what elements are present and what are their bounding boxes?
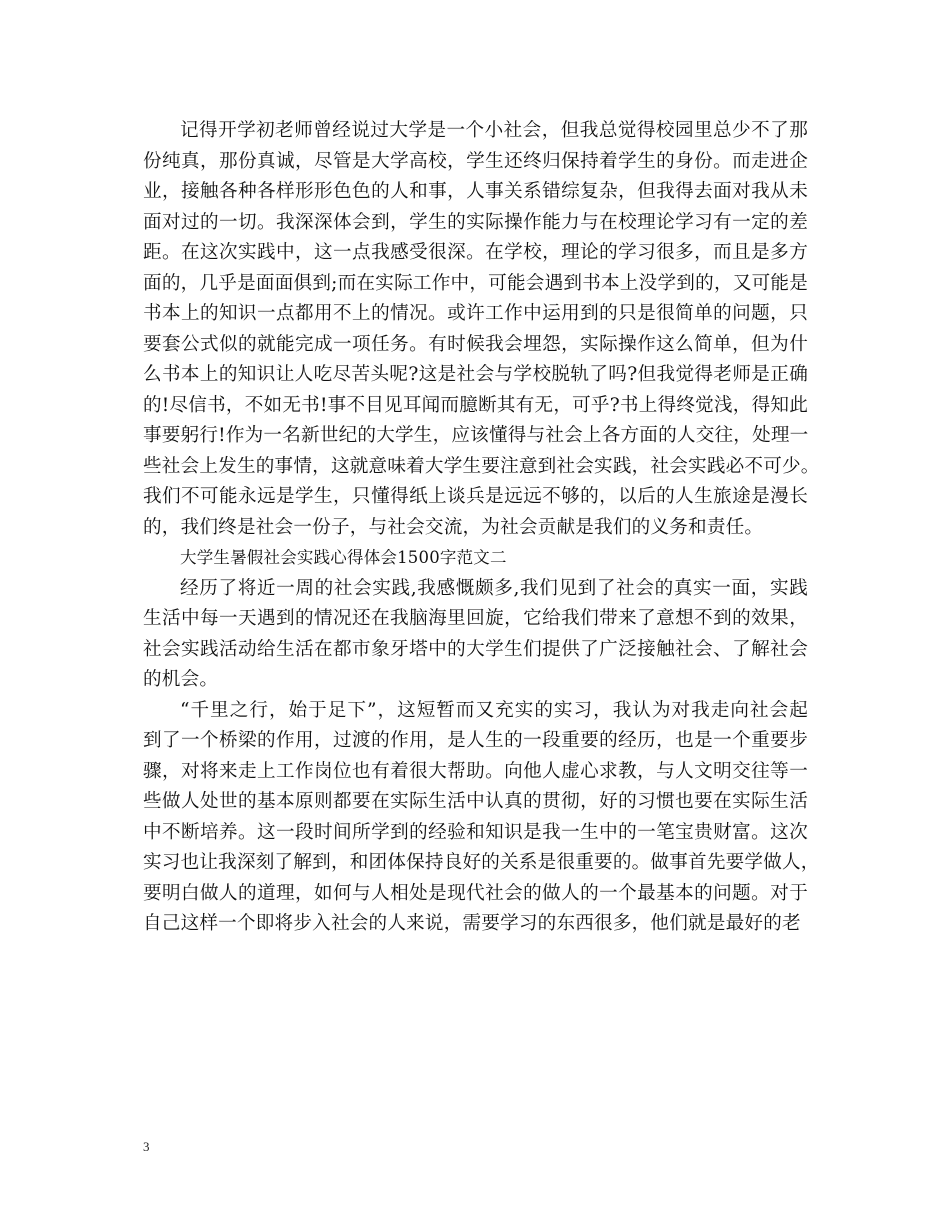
- paragraph-line: 距。在这次实践中，这一点我感受很深。在学校，理论的学习很多，而且是多方: [143, 242, 808, 263]
- paragraph-line: 社会实践活动给生活在都市象牙塔中的大学生们提供了广泛接触社会、了解社会: [143, 638, 808, 660]
- section-heading: [143, 543, 808, 574]
- paragraph-line: 么书本上的知识让人吃尽苦头呢?这是社会与学校脱轨了吗?但我觉得老师是正确: [143, 364, 808, 385]
- paragraph: [143, 696, 820, 940]
- paragraph-line: 的，我们终是社会一份子，与社会交流，为社会贡献是我们的义务和责任。: [143, 516, 764, 538]
- paragraph-line: 到了一个桥梁的作用，过渡的作用，是人生的一段重要的经历，也是一个重要步: [143, 730, 808, 751]
- section-heading-text: 大学生暑假社会实践心得体会1500字范文二: [180, 548, 507, 567]
- paragraph-line: 我们不可能永远是学生，只懂得纸上谈兵是远远不够的，以后的人生旅途是漫长: [143, 486, 808, 507]
- paragraph-line: 的!尽信书，不如无书!事不目见耳闻而臆断其有无，可乎?书上得终觉浅，得知此: [143, 394, 808, 416]
- paragraph-line: 记得开学初老师曾经说过大学是一个小社会，但我总觉得校园里总少不了那: [180, 120, 808, 141]
- paragraph-line: 生活中每一天遇到的情况还在我脑海里回旋，它给我们带来了意想不到的效果，: [143, 608, 808, 629]
- paragraph-line: 业，接触各种各样形形色色的人和事，人事关系错综复杂，但我得去面对我从未: [143, 181, 808, 202]
- paragraph-line: 面的，几乎是面面俱到;而在实际工作中，可能会遇到书本上没学到的，又可能是: [143, 272, 808, 294]
- paragraph-line: 要明白做人的道理，如何与人相处是现代社会的做人的一个最基本的问题。对于: [143, 882, 808, 904]
- paragraph: [143, 574, 808, 696]
- paragraph-line: 些做人处世的基本原则都要在实际生活中认真的贯彻，好的习惯也要在实际生活: [143, 791, 808, 812]
- page-number: 3: [143, 1139, 150, 1154]
- paragraph-line: 实习也让我深刻了解到，和团体保持良好的关系是很重要的。做事首先要学做人，: [143, 852, 820, 873]
- paragraph-line: 的机会。: [143, 669, 219, 690]
- paragraph-line: 些社会上发生的事情，这就意味着大学生要注意到社会实践，社会实践必不可少。: [143, 455, 820, 477]
- paragraph-line: 面对过的一切。我深深体会到，学生的实际操作能力与在校理论学习有一定的差: [143, 211, 808, 233]
- paragraph: [143, 116, 820, 543]
- paragraph-line: 自己这样一个即将步入社会的人来说，需要学习的东西很多，他们就是最好的老: [143, 913, 801, 934]
- paragraph-line: 中不断培养。这一段时间所学到的经验和知识是我一生中的一笔宝贵财富。这次: [143, 821, 808, 843]
- paragraph-line: “千里之行，始于足下”，这短暂而又充实的实习，我认为对我走向社会起: [180, 699, 808, 721]
- paragraph-line: 要套公式似的就能完成一项任务。有时候我会埋怨，实际操作这么简单，但为什: [143, 333, 808, 355]
- paragraph-line: 书本上的知识一点都用不上的情况。或许工作中运用到的只是很简单的问题，只: [143, 303, 808, 324]
- paragraph-line: 份纯真，那份真诚，尽管是大学高校，学生还终归保持着学生的身份。而走进企: [143, 150, 808, 172]
- document-body: [143, 116, 820, 940]
- paragraph-line: 经历了将近一周的社会实践,我感慨颇多,我们见到了社会的真实一面，实践: [180, 577, 808, 599]
- paragraph-line: 事要躬行!作为一名新世纪的大学生，应该懂得与社会上各方面的人交往，处理一: [143, 425, 809, 446]
- paragraph-line: 骤，对将来走上工作岗位也有着很大帮助。向他人虚心求教，与人文明交往等一: [143, 760, 808, 782]
